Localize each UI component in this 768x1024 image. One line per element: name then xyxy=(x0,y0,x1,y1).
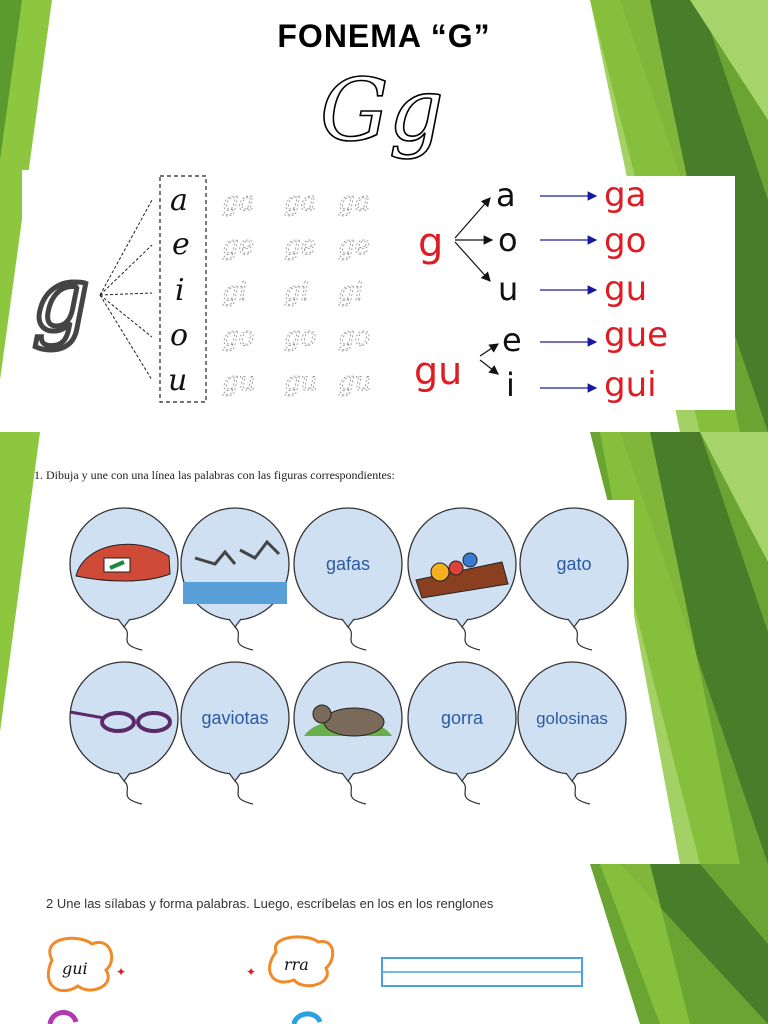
right-vowel-i: i xyxy=(506,366,515,404)
vowel-column xyxy=(168,183,190,398)
right-vowel-u: u xyxy=(498,270,519,308)
red-g: g xyxy=(418,220,444,266)
vowel-u: u xyxy=(168,363,188,398)
tracing-diagram xyxy=(22,170,392,410)
balloon-gaviotas xyxy=(181,662,289,804)
slide-2 xyxy=(0,432,768,864)
left-cursive-g: g xyxy=(32,247,90,352)
trace-ge-1: ge xyxy=(222,231,255,261)
vowel-o: o xyxy=(170,318,189,353)
big-gg-text: Gg xyxy=(320,62,444,161)
balloon-candies xyxy=(408,508,516,650)
trace-ge-2: ge xyxy=(284,231,317,261)
trace-ge-3: ge xyxy=(338,231,371,261)
balloon-gafas xyxy=(294,508,402,650)
trace-gu-2: gu xyxy=(284,367,318,397)
dot-right: ✦ xyxy=(246,965,257,979)
syllable-rra: rra xyxy=(284,955,309,974)
page-title: FONEMA “G” xyxy=(277,18,491,54)
slide-3 xyxy=(0,864,768,1024)
trace-ga-2: ga xyxy=(284,187,317,217)
result-gui: gui xyxy=(604,365,657,405)
trace-gi-1: gi xyxy=(222,277,247,307)
syllable-formation-diagram xyxy=(400,176,735,410)
dashed-arrows xyxy=(100,200,152,380)
word-gato: gato xyxy=(556,554,592,574)
balloon-seagulls xyxy=(181,508,289,650)
results xyxy=(604,176,668,405)
trace-gi-2: gi xyxy=(284,277,309,307)
blue-arrows xyxy=(540,196,596,388)
balloon-cap xyxy=(70,508,178,650)
vowel-i: i xyxy=(175,273,185,308)
cursive-gg-box xyxy=(312,62,450,166)
black-arrows xyxy=(455,198,498,374)
trace-ga-1: ga xyxy=(222,187,255,217)
vowel-a: a xyxy=(170,183,188,218)
syllable-tracing-panel xyxy=(22,170,392,410)
word-gaviotas: gaviotas xyxy=(201,708,269,728)
instruction-2: 2 Une las sílabas y forma palabras. Luego, escríbelas en los en los renglones xyxy=(46,896,494,911)
trace-ga-3: ga xyxy=(338,187,371,217)
syllable-gui: gui xyxy=(62,959,88,978)
dot-left: ✦ xyxy=(116,965,127,979)
red-gu: gu xyxy=(414,349,463,393)
right-vowel-a: a xyxy=(496,176,516,214)
result-go: go xyxy=(604,221,647,261)
cursive-gg-letters xyxy=(312,62,450,166)
syllable-formation-panel xyxy=(400,176,735,410)
slide-1 xyxy=(0,0,768,432)
balloon-cat xyxy=(294,662,402,804)
trace-gu-3: gu xyxy=(338,367,372,397)
instruction-1: 1. Dibuja y une con una línea las palabras con las figuras correspondientes: xyxy=(34,468,395,482)
balloons-panel xyxy=(62,500,634,852)
right-vowel-o: o xyxy=(498,221,518,259)
result-ga: ga xyxy=(604,176,647,215)
result-gu: gu xyxy=(604,269,648,309)
vowel-e: e xyxy=(172,227,190,262)
result-gue: gue xyxy=(604,315,669,355)
word-gorra: gorra xyxy=(440,708,484,728)
trace-gu-1: gu xyxy=(222,367,256,397)
right-vowels xyxy=(496,176,522,404)
right-vowel-e: e xyxy=(502,321,522,359)
balloon-golosinas xyxy=(518,662,626,804)
syllable-exercise xyxy=(0,930,600,1024)
trace-go-1: go xyxy=(222,322,255,352)
balloon-glasses xyxy=(70,662,178,804)
balloon-gorra xyxy=(408,662,516,804)
trace-gi-3: gi xyxy=(338,277,363,307)
word-gafas: gafas xyxy=(325,554,371,574)
trace-go-2: go xyxy=(284,322,317,352)
balloons-grid xyxy=(62,500,634,852)
trace-go-3: go xyxy=(338,322,371,352)
balloon-gato xyxy=(520,508,628,650)
word-golosinas: golosinas xyxy=(536,709,608,728)
trace-rows xyxy=(222,187,371,397)
